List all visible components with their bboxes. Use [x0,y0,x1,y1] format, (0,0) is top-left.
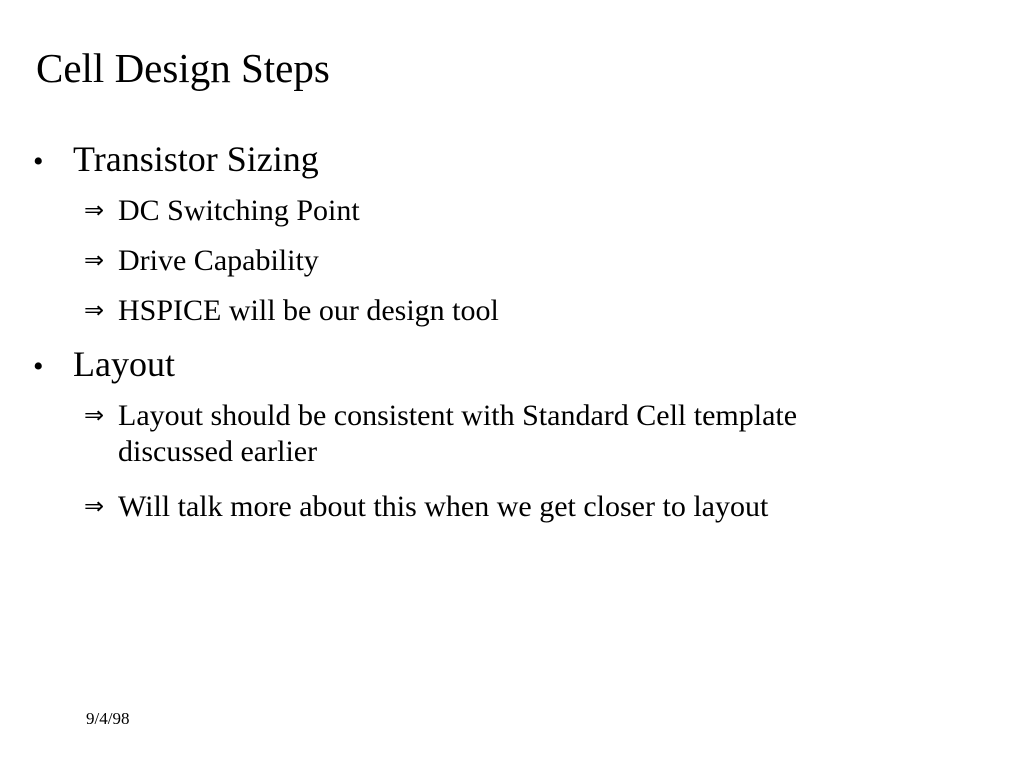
sub-item-text: HSPICE will be our design tool [118,294,499,327]
implies-arrow-icon: ⇒ [84,296,105,324]
sub-item-hspice [84,292,499,329]
slide-title: Cell Design Steps [36,45,330,91]
sub-item-talk-more [84,488,768,525]
sub-item-layout-consistent [84,397,797,470]
implies-arrow-icon: ⇒ [84,401,105,429]
bullet-heading: Layout [73,344,175,384]
implies-arrow-icon: ⇒ [84,196,105,224]
implies-arrow-icon: ⇒ [84,492,105,520]
sub-item-text: Layout should be consistent with Standard Cell template [118,399,798,432]
sub-item-text: DC Switching Point [118,194,360,227]
bullet-transistor-sizing [33,138,319,183]
sub-item-drive-capability [84,242,319,279]
sub-item-dc-switching-point [84,192,360,229]
implies-arrow-icon: ⇒ [84,246,105,274]
sub-item-text: Will talk more about this when we get closer to layout [118,490,769,523]
sub-item-text-continuation: discussed earlier [118,435,318,468]
bullet-heading: Transistor Sizing [73,139,319,179]
bullet-dot-icon: • [33,145,44,178]
bullet-dot-icon: • [33,350,44,383]
sub-item-text: Drive Capability [118,244,319,277]
bullet-layout [33,343,175,388]
footer-date: 9/4/98 [86,709,130,728]
